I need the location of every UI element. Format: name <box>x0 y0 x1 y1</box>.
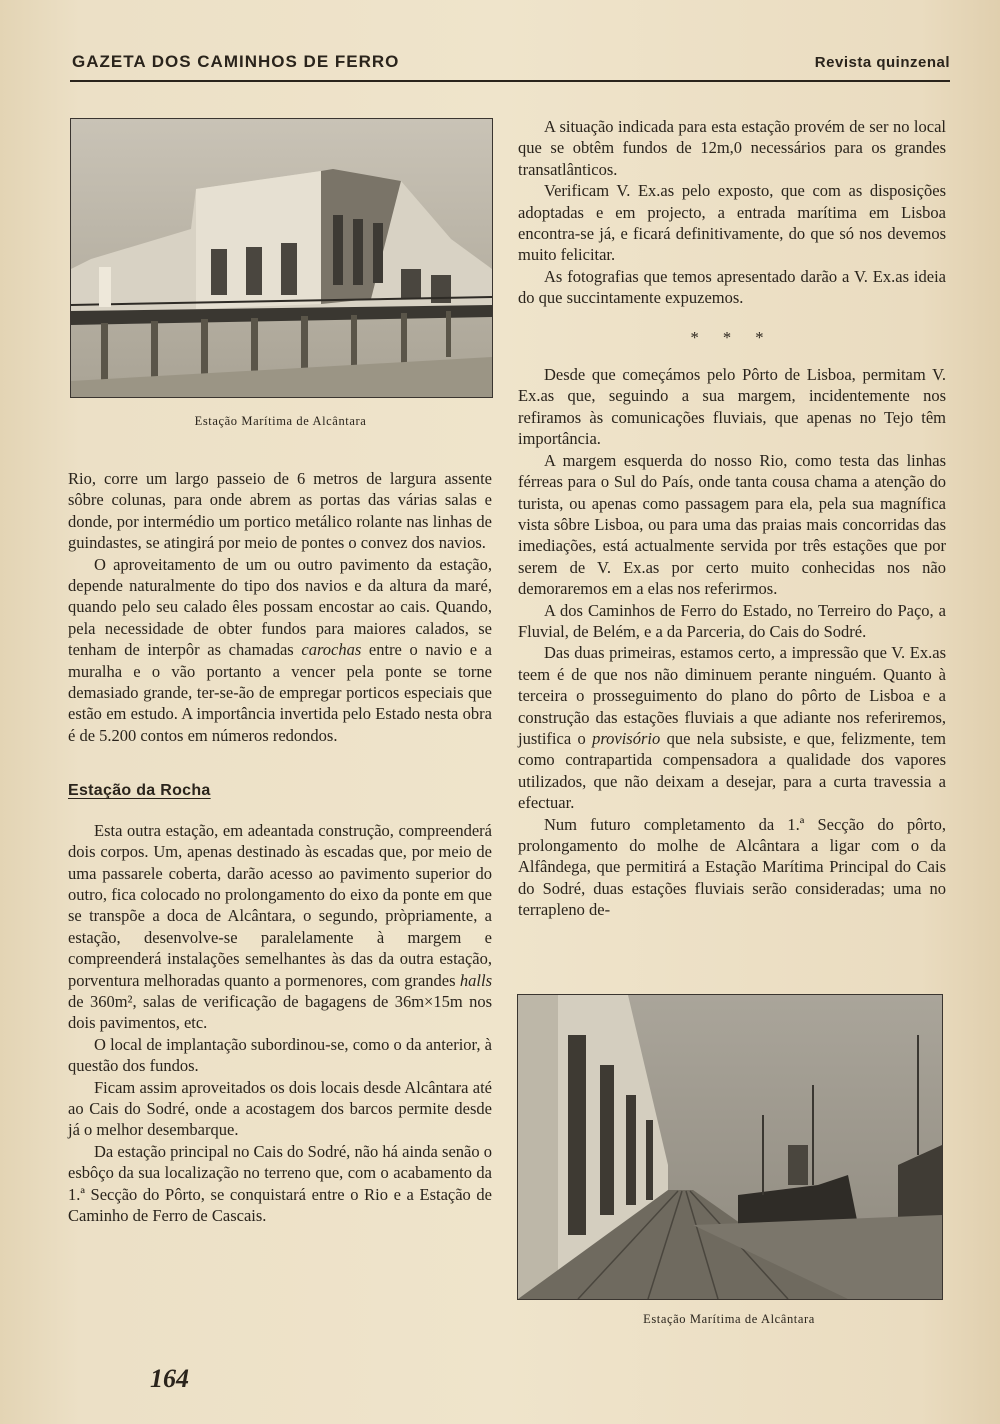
text-run: Das duas primeiras, estamos certo, a impressão que V. Ex.as teem é de que nos não diminuem perante ninguém. Quanto à terceira o prosseguimento do plano do pôrto de Lisboa e a construção das estações fluviais a que adiante nos referiremos, justifica o <box>518 643 946 748</box>
paragraph: Da estação principal no Cais do Sodré, não há ainda senão o esbôço da sua localização no terreno que, com o acabamento da 1.ª Secção do Pôrto, se conquistará entre o Rio e a Estação de Caminho de Ferro de Cascais. <box>68 1141 492 1225</box>
italic-term: provisório <box>592 728 661 748</box>
photo-caption-top: Estação Marítima de Alcântara <box>194 414 367 428</box>
italic-term: carochas <box>301 640 362 660</box>
paragraph: A margem esquerda do nosso Rio, como testa das linhas férreas para o Sul do País, onde tanta cousa chama a atenção do turista, ou apenas como passagem para ela, pela sua magnífica vista sôbre Lisboa, ou para uma das praias mais concorridas das imediações, está actualmente servida por três estações que por serem de V. Ex.as por certo muito conhecidas nos não demoraremos em a elas nos referirmos. <box>518 450 946 599</box>
header-rule <box>70 80 950 82</box>
paragraph: A situação indicada para esta estação provém de ser no local que se obtêm fundos de 12m,0 necessários para os grandes transatlânticos. <box>518 117 946 179</box>
running-header <box>70 50 950 78</box>
paragraph: Num futuro completamento da 1.ª Secção do pôrto, prolongamento do molhe de Alcântara a ligar com o da Alfândega, que permitirá a Estação Marítima Principal do Cais do Sodré, duas estações fluviais serão consideradas; uma no terrapleno de- <box>518 814 946 920</box>
paragraph <box>518 642 946 813</box>
paragraph: Desde que começámos pelo Pôrto de Lisboa, permitam V. Ex.as que, seguindo a sua margem, incidentemente nos refiramos às comunicações fluviais, que apenas no Tejo têm importância. <box>518 365 946 449</box>
paragraph <box>68 820 492 1034</box>
paragraph: As fotografias que temos apresentado darão a V. Ex.as ideia do que succintamente expuzemos. <box>518 266 946 308</box>
photo-caption-bottom: Estação Marítima de Alcântara <box>643 1312 815 1326</box>
text-run: que nela subsiste, e que, felizmente, tem como contrapartida compensadora a qualidade dos vapores utilizados, que não deixam a desejar, para a curta travessia a efectuar. <box>518 728 947 813</box>
section-separator: * * * <box>690 327 774 347</box>
paragraph <box>68 554 492 747</box>
text-run: entre o navio e a muralha e o vão portanto a vencer pela ponte se torne demasiado grande, ter-se-ão de empregar porticos especiais que estão em estudo. A importância invertida pelo Estado nesta obra é de 5.200 contos em números redondos. <box>68 640 492 745</box>
page-number: 164 <box>150 1364 189 1393</box>
left-column <box>68 468 492 1226</box>
text-run: de 360m², salas de verificação de bagagens de 36m×15m nos dois pavimentos, etc. <box>68 991 492 1033</box>
italic-term: halls <box>459 970 492 990</box>
section-heading: Estação da Rocha <box>68 782 211 800</box>
paragraph: O local de implantação subordinou-se, como o da anterior, à questão dos fundos. <box>68 1034 492 1076</box>
text-run: Esta outra estação, em adeantada construção, compreenderá dois corpos. Um, apenas destinado às escadas que, por meio de uma passarele coberta, darão acesso ao pavimento superior do outro, fica colocado no prolongamento do eixo da ponte em que se transpõe a doca de Alcântara, o segundo, pròpriamente, a estação, desenvolve-se paralelamente à margem e compreenderá instalações semelhantes às das da outra estação, porventura melhoradas quanto a pormenores, com grandes <box>68 820 492 990</box>
paragraph: Rio, corre um largo passeio de 6 metros de largura assente sôbre colunas, para onde abrem as portas das várias salas e donde, por intermédio um portico metálico rolante nas linhas de guindastes, se atingirá por meio de pontes o convez dos navios. <box>68 469 492 553</box>
text-run: O aproveitamento de um ou outro pavimento da estação, depende naturalmente do tipo dos navios e da altura da maré, quando pelo seu calado êles possam encostar ao cais. Quando, pela necessidade de obter fundos para maiores calados, se tenham de interpôr as chamadas <box>68 554 492 660</box>
journal-title: GAZETA DOS CAMINHOS DE FERRO <box>72 52 400 71</box>
paragraph: A dos Caminhos de Ferro do Estado, no Terreiro do Paço, a Fluvial, de Belém, e a da Parceria, do Cais do Sodré. <box>518 600 946 641</box>
header-subtitle: Revista quinzenal <box>814 54 950 71</box>
quay-photo-bottom <box>517 994 943 1300</box>
paragraph: Verificam V. Ex.as pelo exposto, que com as disposições adoptadas e em projecto, a entrada marítima em Lisboa encontra-se já, e ficará definitivamente, do que só nos devemos muito felicitar. <box>518 181 946 265</box>
right-column <box>518 116 946 921</box>
paragraph: Ficam assim aproveitados os dois locais desde Alcântara até ao Cais do Sodré, onde a acostagem dos barcos permite desde já o melhor desembarque. <box>68 1077 492 1140</box>
station-photo-top <box>70 118 493 398</box>
